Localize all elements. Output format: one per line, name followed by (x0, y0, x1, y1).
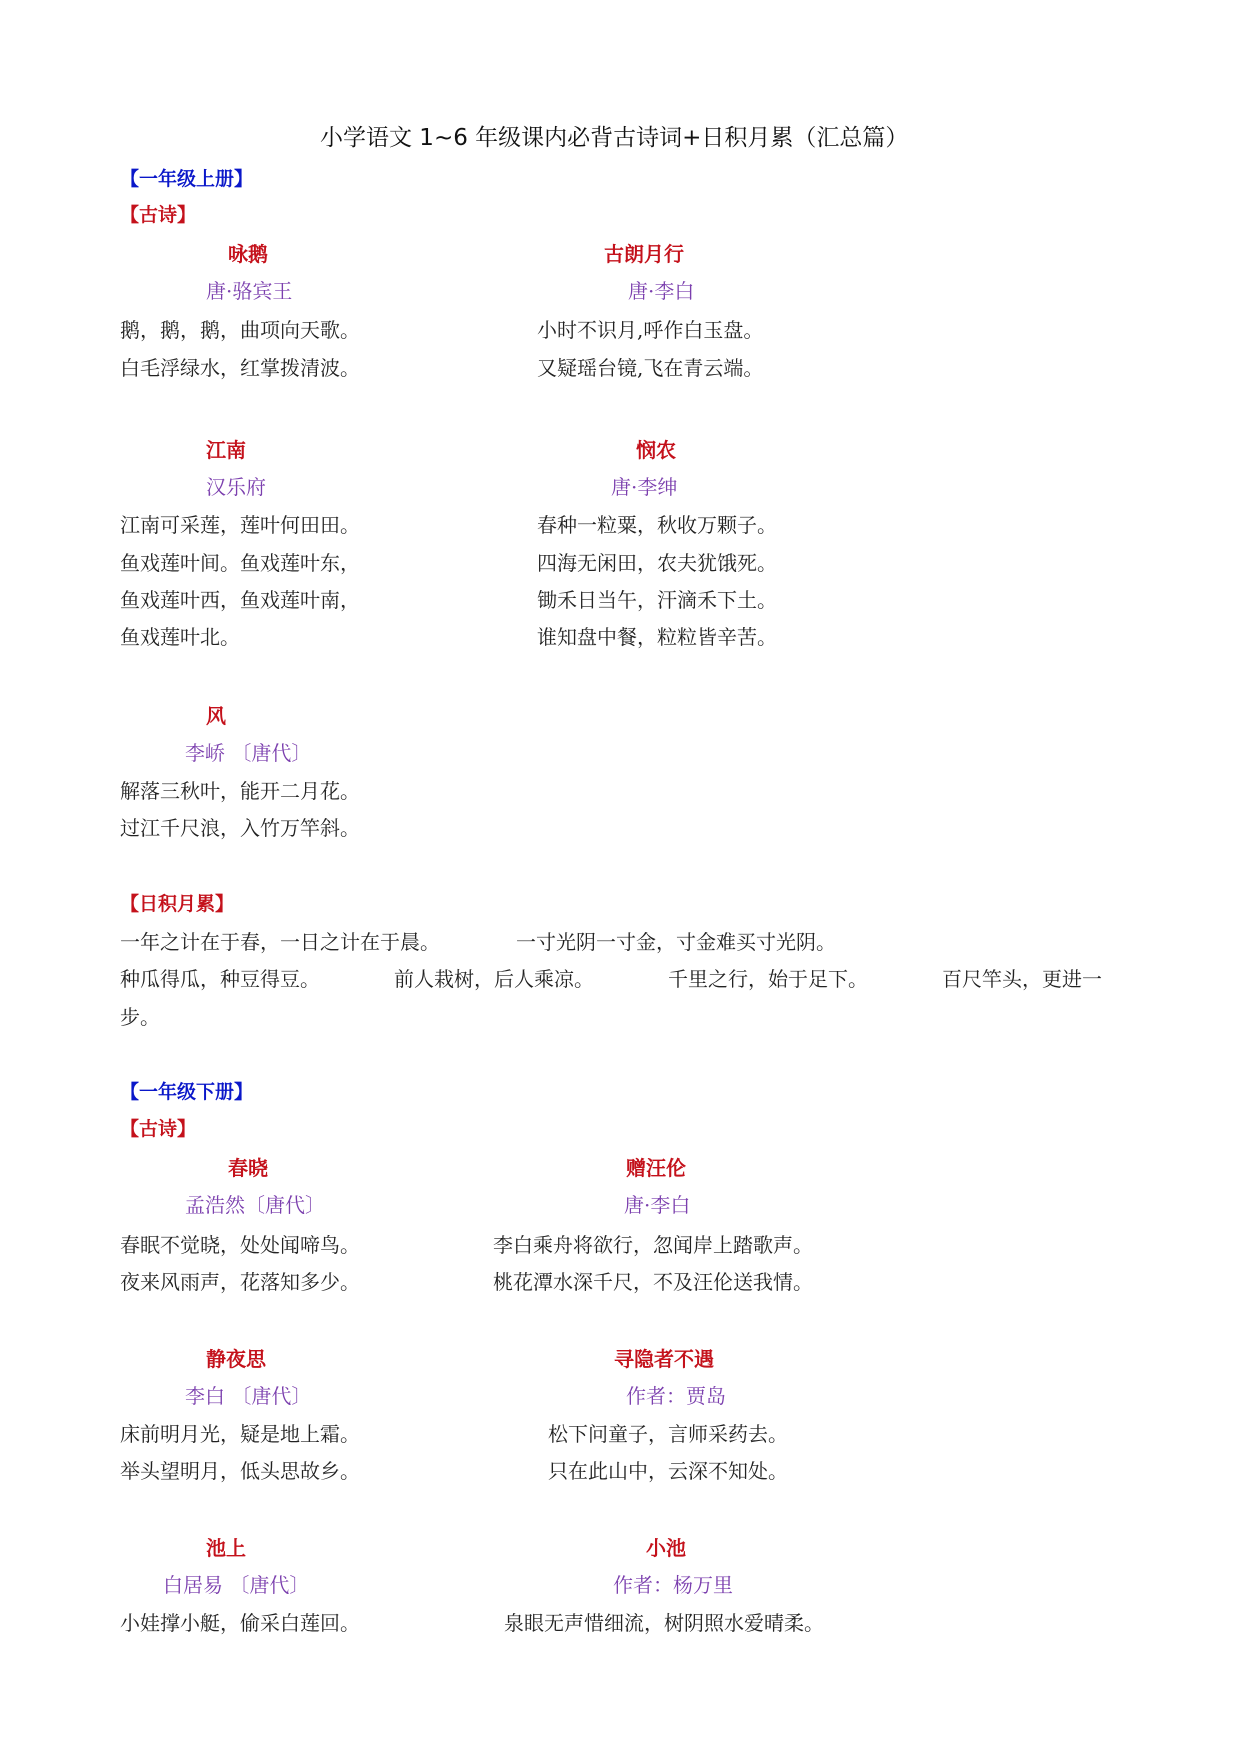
poem-line: 春眠不觉晓，处处闻啼鸟。 (120, 1233, 360, 1257)
poem-author: 孟浩然〔唐代〕 (185, 1193, 325, 1217)
poem-title: 悯农 (636, 438, 676, 462)
poem-author: 汉乐府 (206, 475, 266, 499)
poem-author: 唐·骆宾王 (206, 279, 293, 303)
poem-title: 池上 (206, 1536, 246, 1560)
poem-line: 白毛浮绿水，红掌拨清波。 (120, 356, 360, 380)
poem-author: 白居易 〔唐代〕 (163, 1573, 310, 1597)
poem-line: 只在此山中，云深不知处。 (548, 1459, 788, 1483)
poem-line: 春种一粒粟，秋收万颗子。 (537, 513, 777, 537)
poem-line: 江南可采莲，莲叶何田田。 (120, 513, 360, 537)
poem-line: 床前明月光，疑是地上霜。 (120, 1422, 360, 1446)
page-title: 小学语文 1~6 年级课内必背古诗词+日积月累（汇总篇） (320, 125, 909, 151)
poem-author: 唐·李绅 (611, 475, 678, 499)
poem-title: 咏鹅 (228, 242, 268, 266)
poem-author: 作者：贾岛 (626, 1384, 726, 1408)
poem-line: 松下问童子，言师采药去。 (548, 1422, 788, 1446)
poem-line: 锄禾日当午，汗滴禾下土。 (537, 588, 777, 612)
poem-title: 寻隐者不遇 (614, 1347, 714, 1371)
poem-author: 李峤 〔唐代〕 (185, 741, 312, 765)
gushi-heading: 【古诗】 (120, 204, 197, 226)
poem-line: 过江千尺浪，入竹万竿斜。 (120, 816, 360, 840)
poem-line: 又疑瑶台镜,飞在青云端。 (537, 356, 764, 380)
poem-line: 解落三秋叶，能开二月花。 (120, 779, 360, 803)
proverb: 步。 (120, 1005, 160, 1029)
poem-line: 谁知盘中餐，粒粒皆辛苦。 (537, 625, 777, 649)
section-heading-grade1-lower: 【一年级下册】 (120, 1081, 254, 1103)
poem-title: 小池 (646, 1536, 686, 1560)
proverb: 一年之计在于春，一日之计在于晨。 (120, 930, 440, 954)
poem-author: 作者：杨万里 (613, 1573, 733, 1597)
proverb: 一寸光阴一寸金，寸金难买寸光阴。 (516, 930, 836, 954)
proverb: 千里之行，始于足下。 (668, 967, 868, 991)
poem-title: 江南 (206, 438, 246, 462)
section-heading-grade1-upper: 【一年级上册】 (120, 168, 254, 190)
poem-author: 唐·李白 (624, 1193, 691, 1217)
gushi-heading: 【古诗】 (120, 1118, 197, 1140)
poem-line: 鱼戏莲叶西，鱼戏莲叶南， (120, 588, 360, 612)
poem-line: 四海无闲田，农夫犹饿死。 (537, 551, 777, 575)
proverb: 前人栽树，后人乘凉。 (394, 967, 594, 991)
poem-title: 静夜思 (206, 1347, 266, 1371)
rjyl-heading: 【日积月累】 (120, 893, 235, 915)
poem-author: 李白 〔唐代〕 (185, 1384, 312, 1408)
poem-title: 风 (206, 704, 226, 728)
poem-line: 夜来风雨声，花落知多少。 (120, 1270, 360, 1294)
poem-title: 春晓 (228, 1156, 268, 1180)
poem-title: 赠汪伦 (626, 1156, 686, 1180)
poem-line: 小娃撑小艇，偷采白莲回。 (120, 1611, 360, 1635)
proverb: 百尺竿头，更进一 (942, 967, 1102, 991)
poem-author: 唐·李白 (628, 279, 695, 303)
poem-title: 古朗月行 (604, 242, 684, 266)
poem-line: 鹅，鹅，鹅，曲项向天歌。 (120, 318, 360, 342)
poem-line: 鱼戏莲叶北。 (120, 625, 240, 649)
poem-line: 鱼戏莲叶间。鱼戏莲叶东， (120, 551, 360, 575)
poem-line: 桃花潭水深千尺，不及汪伦送我情。 (493, 1270, 813, 1294)
poem-line: 泉眼无声惜细流，树阴照水爱晴柔。 (504, 1611, 824, 1635)
poem-line: 小时不识月,呼作白玉盘。 (537, 318, 764, 342)
proverb: 种瓜得瓜，种豆得豆。 (120, 967, 320, 991)
poem-line: 李白乘舟将欲行，忽闻岸上踏歌声。 (493, 1233, 813, 1257)
poem-line: 举头望明月，低头思故乡。 (120, 1459, 360, 1483)
